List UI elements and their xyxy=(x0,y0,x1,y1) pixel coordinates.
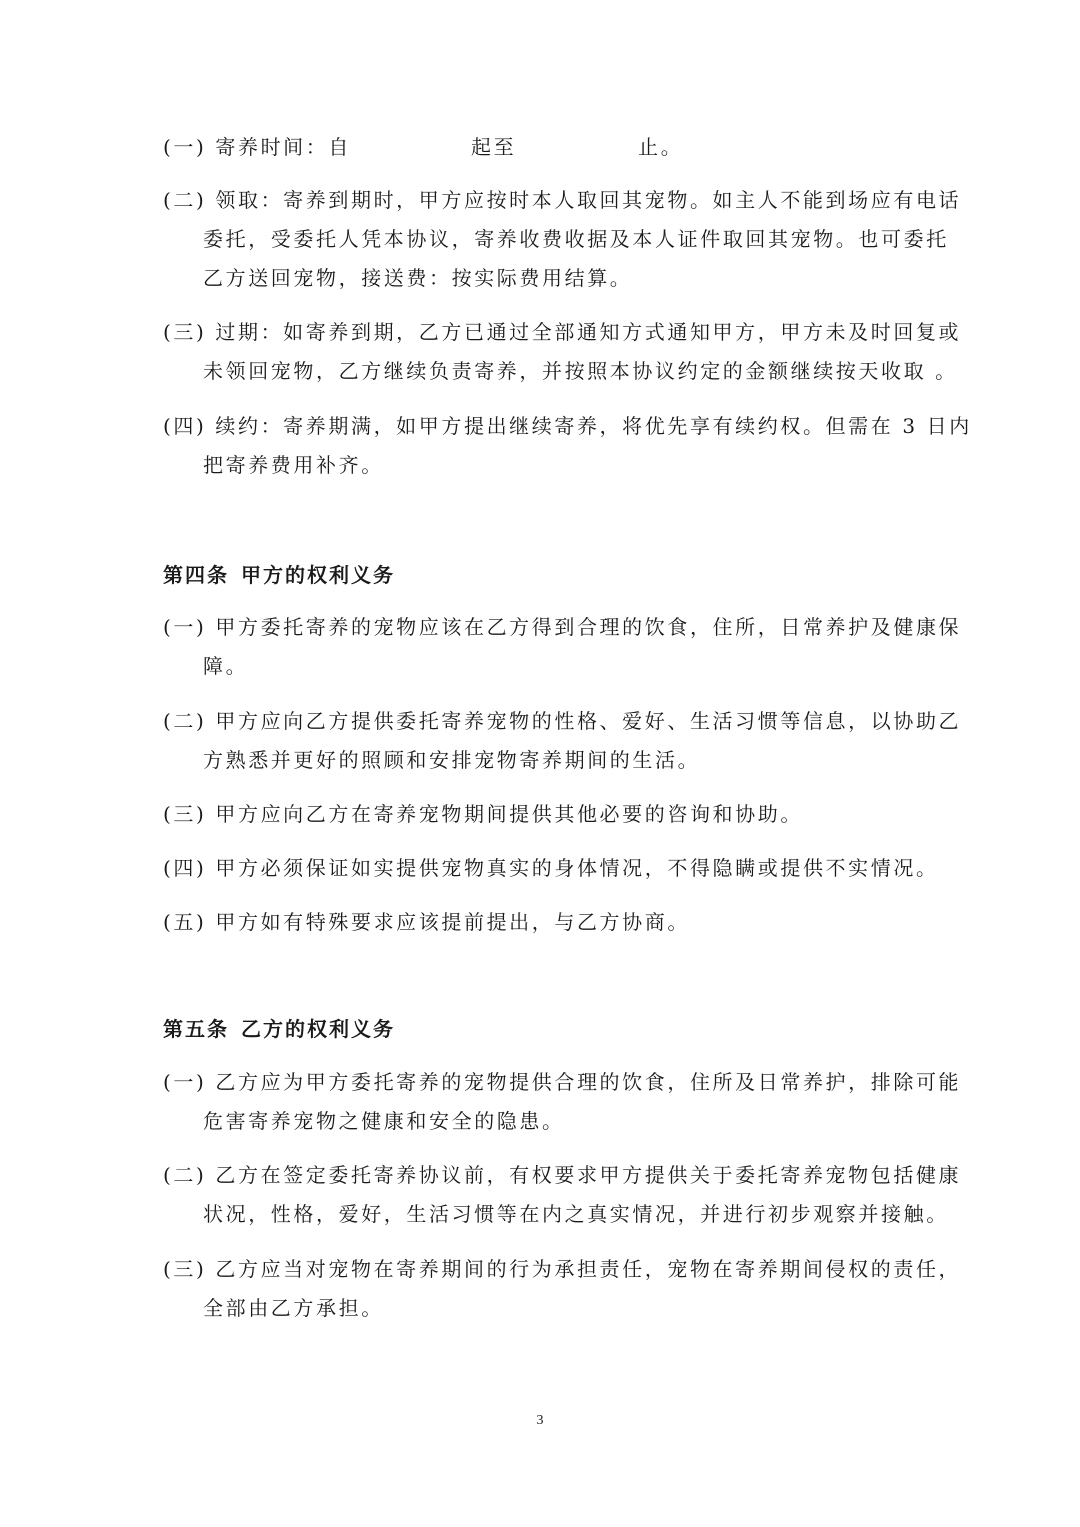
section-4-title: 甲方的权利义务 xyxy=(241,563,395,587)
section-5-item-1-line-1: (一) 乙方应为甲方委托寄养的宠物提供合理的饮食，住所及日常养护，排除可能 xyxy=(163,1070,962,1094)
pickup-line-3: 乙方送回宠物，接送费：按实际费用结算。 xyxy=(203,266,633,290)
boarding-time-end: 止。 xyxy=(638,135,684,159)
section-4-item-3-line-1: (三) 甲方应向乙方在寄养宠物期间提供其他必要的咨询和协助。 xyxy=(163,802,803,826)
section-5-item-3-line-1: (三) 乙方应当对宠物在寄养期间的行为承担责任，宠物在寄养期间侵权的责任， xyxy=(163,1257,962,1281)
overdue-line-1: (三) 过期：如寄养到期，乙方已通过全部通知方式通知甲方，甲方未及时回复或 xyxy=(163,320,962,344)
page-number: 3 xyxy=(536,1413,544,1428)
section-4-item-3 xyxy=(163,795,923,834)
section-5-item-2-line-1: (二) 乙方在签定委托寄养协议前，有权要求甲方提供关于委托寄养宠物包括健康 xyxy=(163,1163,962,1187)
renewal-line-2: 把寄养费用补齐。 xyxy=(203,453,384,477)
section-4-item-1-line-1: (一) 甲方委托寄养的宠物应该在乙方得到合理的饮食，住所，日常养护及健康保 xyxy=(163,615,962,639)
section-4-item-2 xyxy=(163,702,962,780)
section-5-item-2 xyxy=(163,1156,962,1234)
boarding-time-item xyxy=(163,128,923,167)
boarding-time-prefix: (一) 寄养时间：自 xyxy=(163,135,351,159)
section-4-item-4-line-1: (四) 甲方必须保证如实提供宠物真实的身体情况，不得隐瞒或提供不实情况。 xyxy=(163,856,939,880)
section-5-number: 第五条 xyxy=(163,1017,229,1041)
boarding-time-line xyxy=(163,128,923,167)
renewal-line-1: (四) 续约：寄养期满，如甲方提出继续寄养，将优先享有续约权。但需在 3 日内 xyxy=(163,414,972,438)
pickup-item xyxy=(163,181,962,298)
section-5-title: 乙方的权利义务 xyxy=(241,1017,395,1041)
section-5-item-1-line-2: 危害寄养宠物之健康和安全的隐患。 xyxy=(203,1109,565,1133)
section-5-heading xyxy=(163,1014,395,1044)
section-4-item-5-line-1: (五) 甲方如有特殊要求应该提前提出，与乙方协商。 xyxy=(163,910,690,934)
pickup-line-2: 委托，受委托人凭本协议，寄养收费收据及本人证件取回其宠物。也可委托 xyxy=(203,227,949,251)
section-4-number: 第四条 xyxy=(163,563,229,587)
section-5-item-3-line-2: 全部由乙方承担。 xyxy=(203,1296,384,1320)
section-5-item-1 xyxy=(163,1063,962,1141)
section-4-item-5 xyxy=(163,903,923,942)
section-4-item-1-line-2: 障。 xyxy=(203,654,249,678)
renewal-item xyxy=(163,407,972,485)
section-4-item-2-line-1: (二) 甲方应向乙方提供委托寄养宠物的性格、爱好、生活习惯等信息，以协助乙 xyxy=(163,709,962,733)
pickup-line-1: (二) 领取：寄养到期时，甲方应按时本人取回其宠物。如主人不能到场应有电话 xyxy=(163,188,962,212)
section-4-item-2-line-2: 方熟悉并更好的照顾和安排宠物寄养期间的生活。 xyxy=(203,748,701,772)
section-4-heading xyxy=(163,560,395,590)
section-5-item-2-line-2: 状况，性格，爱好，生活习惯等在内之真实情况，并进行初步观察并接触。 xyxy=(203,1202,949,1226)
overdue-item xyxy=(163,313,962,391)
section-4-item-1 xyxy=(163,608,962,686)
section-4-item-4 xyxy=(163,849,939,888)
section-5-item-3 xyxy=(163,1250,962,1328)
overdue-line-2: 未领回宠物，乙方继续负责寄养，并按照本协议约定的金额继续按天收取 。 xyxy=(203,359,958,383)
boarding-time-mid: 起至 xyxy=(470,135,517,159)
